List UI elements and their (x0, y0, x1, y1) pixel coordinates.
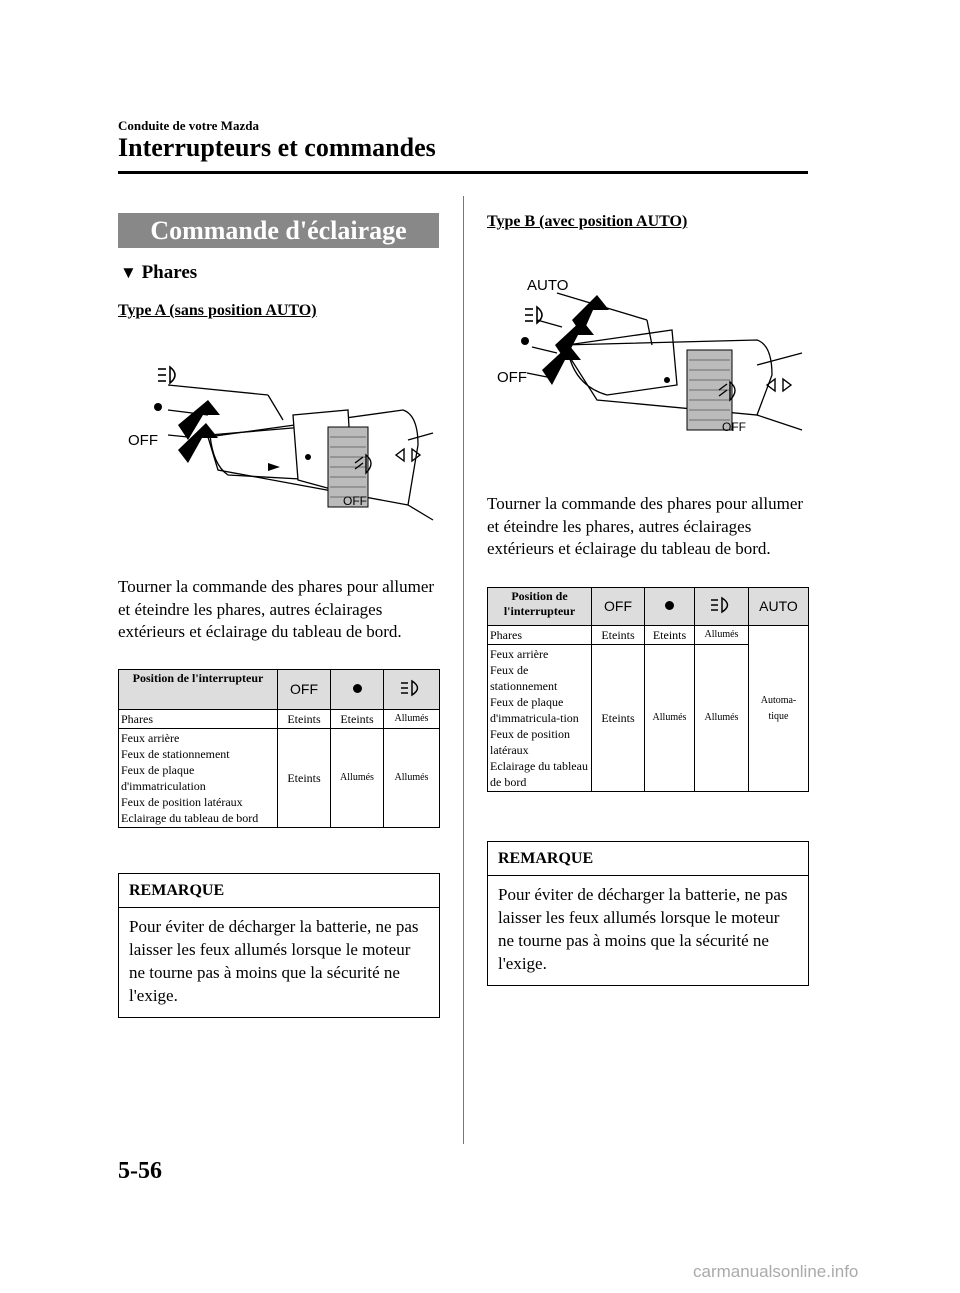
turn-signal-icon (767, 379, 791, 391)
type-a-note (118, 873, 440, 1018)
header-position: Position de l'interrupteur (488, 588, 592, 626)
cell-off: Eteints (278, 710, 331, 729)
headlight-icon (525, 307, 542, 323)
cell-head: Allumés (384, 729, 440, 828)
note-title: REMARQUE (119, 874, 439, 908)
section-label: Conduite de votre Mazda (118, 118, 259, 133)
header-off: OFF (604, 597, 632, 614)
subheading-label: Phares (141, 262, 198, 283)
note-text: Pour éviter de décharger la batterie, ne pas laisser les feux allumés lorsque le moteur ne tourne pas à moins que la sécurité ne l'exige. (129, 917, 419, 1005)
row-label: Phares (119, 710, 278, 729)
watermark: carmanualsonline.info (693, 1262, 859, 1281)
type-b-note (487, 841, 809, 986)
type-b-heading: Type B (avec position AUTO) (487, 213, 688, 230)
section-banner: Commande d'éclairage (118, 213, 439, 248)
type-b-switch-table (487, 587, 809, 792)
type-b-lever-illustration (487, 265, 807, 455)
parking-light-dot-icon (665, 601, 674, 610)
parking-light-dot-icon (521, 337, 529, 345)
cell-off: Eteints (592, 645, 645, 792)
cell-park: Allumés (645, 645, 695, 792)
headlight-icon (709, 596, 735, 614)
cell-park: Allumés (331, 729, 384, 828)
cell-park: Eteints (331, 710, 384, 729)
header-auto: AUTO (759, 597, 798, 614)
type-a-heading: Type A (sans position AUTO) (118, 302, 317, 319)
header-rule (118, 171, 808, 174)
parking-light-dot-icon (154, 403, 162, 411)
knob-off-label: OFF (722, 420, 746, 434)
type-a-description: Tourner la commande des phares pour allumer et éteindre les phares, autres éclairages extérieurs et éclairage du tableau de bord. (118, 577, 435, 641)
auto-label: AUTO (527, 277, 569, 294)
off-label: OFF (128, 432, 158, 449)
subheading-phares (120, 262, 197, 284)
table-row (119, 729, 440, 828)
page-number: 5-56 (118, 1158, 162, 1184)
cell-head: Allumés (384, 710, 440, 729)
cell-park: Eteints (645, 626, 695, 645)
parking-light-dot-icon (353, 684, 362, 693)
cell-auto: Automa- tique (749, 626, 809, 792)
headlight-icon (158, 367, 175, 383)
row-label: Feux arrière Feux de stationnement Feux de plaque d'immatricula-tion Feux de position latéraux Eclairage du tableau de bord (488, 645, 592, 792)
headlight-icon (399, 679, 425, 697)
cell-head: Allumés (695, 645, 749, 792)
triangle-marker-icon: ▼ (120, 263, 137, 282)
note-text: Pour éviter de décharger la batterie, ne pas laisser les feux allumés lorsque le moteur ne tourne pas à moins que la sécurité ne l'exige. (498, 885, 788, 973)
cell-off: Eteints (278, 729, 331, 828)
header-position: Position de l'interrupteur (119, 670, 278, 710)
type-a-lever-illustration (118, 355, 438, 545)
section-title: Interrupteurs et commandes (118, 133, 436, 162)
cell-off: Eteints (592, 626, 645, 645)
off-label: OFF (497, 369, 527, 386)
note-title: REMARQUE (488, 842, 808, 876)
knob-off-label: OFF (343, 494, 367, 508)
row-label: Phares (488, 626, 592, 645)
table-row (119, 710, 440, 729)
header-off: OFF (290, 680, 318, 697)
cell-head: Allumés (695, 626, 749, 645)
type-a-switch-table (118, 669, 440, 828)
row-label: Feux arrière Feux de stationnement Feux de plaque d'immatriculation Feux de position latéraux Eclairage du tableau de bord (119, 729, 278, 828)
column-divider (463, 196, 464, 1144)
table-row (488, 626, 809, 645)
type-b-description: Tourner la commande des phares pour allumer et éteindre les phares, autres éclairages extérieurs et éclairage du tableau de bord. (487, 494, 804, 558)
